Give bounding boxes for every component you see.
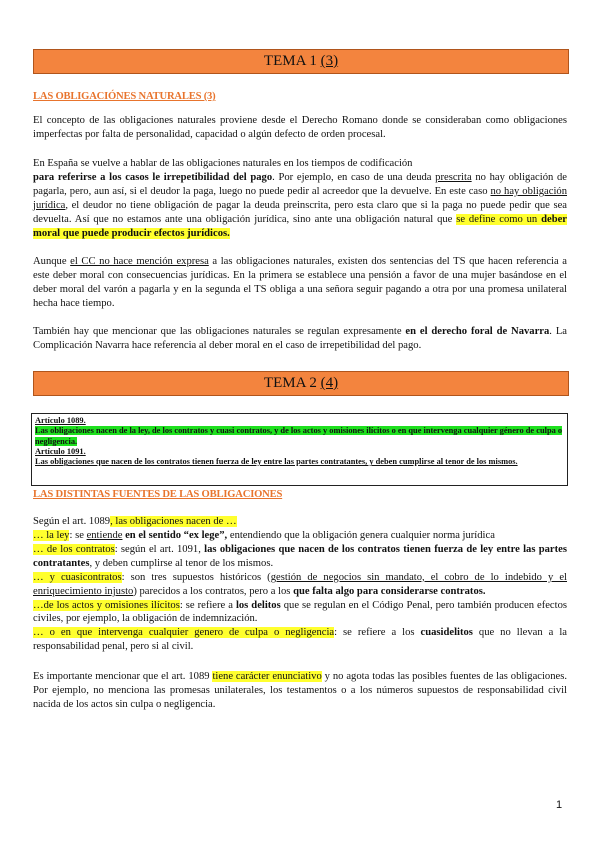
- bold-text: las obligaciones que nacen de los contratos tienen fuerza de ley entre las partes contratantes: [33, 543, 567, 569]
- highlighted-text: … de los contratos: [33, 543, 115, 555]
- underlined-text: no hay obligación jurídica: [33, 185, 568, 211]
- bold-text: cuasidelitos: [420, 627, 473, 639]
- highlighted-text: tiene carácter enunciativo: [212, 671, 322, 682]
- articles-box: [31, 413, 568, 486]
- text: También hay que mencionar que las obligaciones naturales se regulan expresamente: [33, 326, 406, 337]
- page-number: 1: [556, 799, 563, 811]
- text: que no llevan a la responsabilidad penal, pero si al civil.: [33, 627, 567, 653]
- bold-text: en el derecho foral de Navarra: [405, 326, 550, 337]
- highlighted-text: … o en que intervenga cualquier genero de culpa o negligencia: [33, 627, 335, 639]
- text: . La Complicación Navarra hace referencia al deber moral en el caso de irrepetibilidad del pago.: [33, 326, 567, 351]
- text: : se: [69, 530, 87, 541]
- text: En España se vuelve a hablar de las obligaciones naturales en los tiempos de codificación: [33, 158, 413, 169]
- bold-text: para referirse a los casos le irrepetibilidad del pago: [33, 171, 273, 183]
- paragraph-segun-1089: [33, 515, 567, 529]
- highlighted-text: se define como un: [456, 213, 542, 225]
- sources-list: [33, 529, 567, 654]
- article-1089-title: Artículo 1089.: [35, 416, 86, 425]
- bold-text: que falta algo para considerarse contratos.: [293, 585, 486, 597]
- tema1-banner: [33, 49, 569, 74]
- text: , y deben cumplirse al tenor de los mismos.: [89, 557, 274, 569]
- paragraph-concepto: El concepto de las obligaciones naturales proviene desde el Derecho Romano donde se consideraban como obligaciones imperfectas por falta de personalidad, capacidad o algún defecto de orden procesal.: [33, 115, 567, 140]
- highlighted-bold-text: deber moral que puede producir efectos jurídicos.: [33, 213, 567, 239]
- highlighted-text: , las obligaciones nacen de …: [110, 516, 237, 527]
- tema1-label: TEMA 1: [263, 53, 321, 69]
- text: Es importante mencionar que el art. 1089: [33, 671, 213, 682]
- bold-text: los delitos: [235, 599, 281, 611]
- text: entendiendo que la obligación genera cualquier norma jurídica: [227, 530, 495, 541]
- text: ) parecidos a los contratos, pero a los: [133, 585, 294, 597]
- section-heading-fuentes: LAS DISTINTAS FUENTES DE LAS OBLIGACIONES: [33, 489, 283, 500]
- text: : se refiere a: [179, 599, 236, 611]
- text: no hay obligación de pagarla, pero, aun así, si el deudor la paga, luego no puede pedir al acreedor que la devuelve. En este caso: [33, 171, 567, 197]
- paragraph-enunciativo: [33, 670, 567, 712]
- text: y no agota todas las posibles fuentes de las obligaciones. Por ejemplo, no menciona las promesas unilaterales, los testamentos o a los números supuestos de responsabilidad civil nacida de los actos sin culpa o negligencia.: [33, 671, 567, 710]
- bold-text: en el sentido “ex lege”,: [125, 530, 228, 541]
- highlighted-text: … y cuasicontratos: [33, 571, 122, 583]
- text: : son tres supuestos históricos (: [121, 571, 271, 583]
- paragraph-navarra: [33, 325, 567, 353]
- tema1-number: (3): [320, 53, 339, 69]
- tema2-banner: [33, 371, 569, 396]
- tema2-label: TEMA 2: [263, 375, 321, 391]
- paragraph-sentencias-ts: [33, 255, 567, 311]
- article-1091-title: Artículo 1091.: [35, 446, 86, 456]
- underlined-text: gestión de negocios sin mandato, el cobro de lo indebido y el enriquecimiento injusto: [33, 571, 568, 597]
- highlighted-text: … la ley: [33, 530, 70, 541]
- section-heading-obligaciones-naturales: LAS OBLIGACIÓNES NATURALES (3): [33, 91, 216, 102]
- paragraph-espana: [33, 157, 567, 240]
- text: Según el art. 1089: [33, 516, 111, 527]
- article-1091-text: Las obligaciones que nacen de los contratos tienen fuerza de ley entre las partes contratantes, y deben cumplirse al tenor de los mismos.: [35, 457, 518, 467]
- text: , el deudor no tiene obligación de pagar la deuda preinscrita, pero esta claro que si la paga no puede pedir que sea devuelta. Así que no estamos ante una obligación jurídica, sino ante una obligación natural que: [33, 199, 567, 225]
- highlighted-text: …de los actos y omisiones ilícitos: [33, 599, 180, 611]
- text: que se regulan en el Código Penal, pero también producen efectos civiles, por ejemplo, la obligación de indemnización.: [33, 599, 567, 625]
- text: . Por ejemplo, en caso de una deuda: [272, 171, 436, 183]
- article-1089-text: Las obligaciones nacen de la ley, de los contratos y cuasi contratos, y de los actos y omisiones ilícitos o en que intervenga cualquier género de culpa o negligencia.: [35, 426, 563, 446]
- text: : según el art. 1091,: [114, 543, 205, 555]
- underlined-text: prescrita: [435, 171, 472, 183]
- underlined-text: el CC no hace mención expresa: [70, 256, 209, 267]
- underlined-text: entiende: [86, 530, 123, 541]
- text: a las obligaciones naturales, existen dos sentencias del TS que hacen referencia a este deber moral con consecuencias jurídicas. En la primera se establece una pensión a favor de una mujer basándose en el deber moral del varón a pagarla y en la segunda el TS obliga a una señora seguir pagando a otra por una promesa unilateral hecha hace tiempo.: [33, 256, 567, 309]
- text: Aunque: [33, 256, 71, 267]
- tema2-number: (4): [320, 375, 339, 391]
- text: : se refiere a los: [334, 627, 421, 639]
